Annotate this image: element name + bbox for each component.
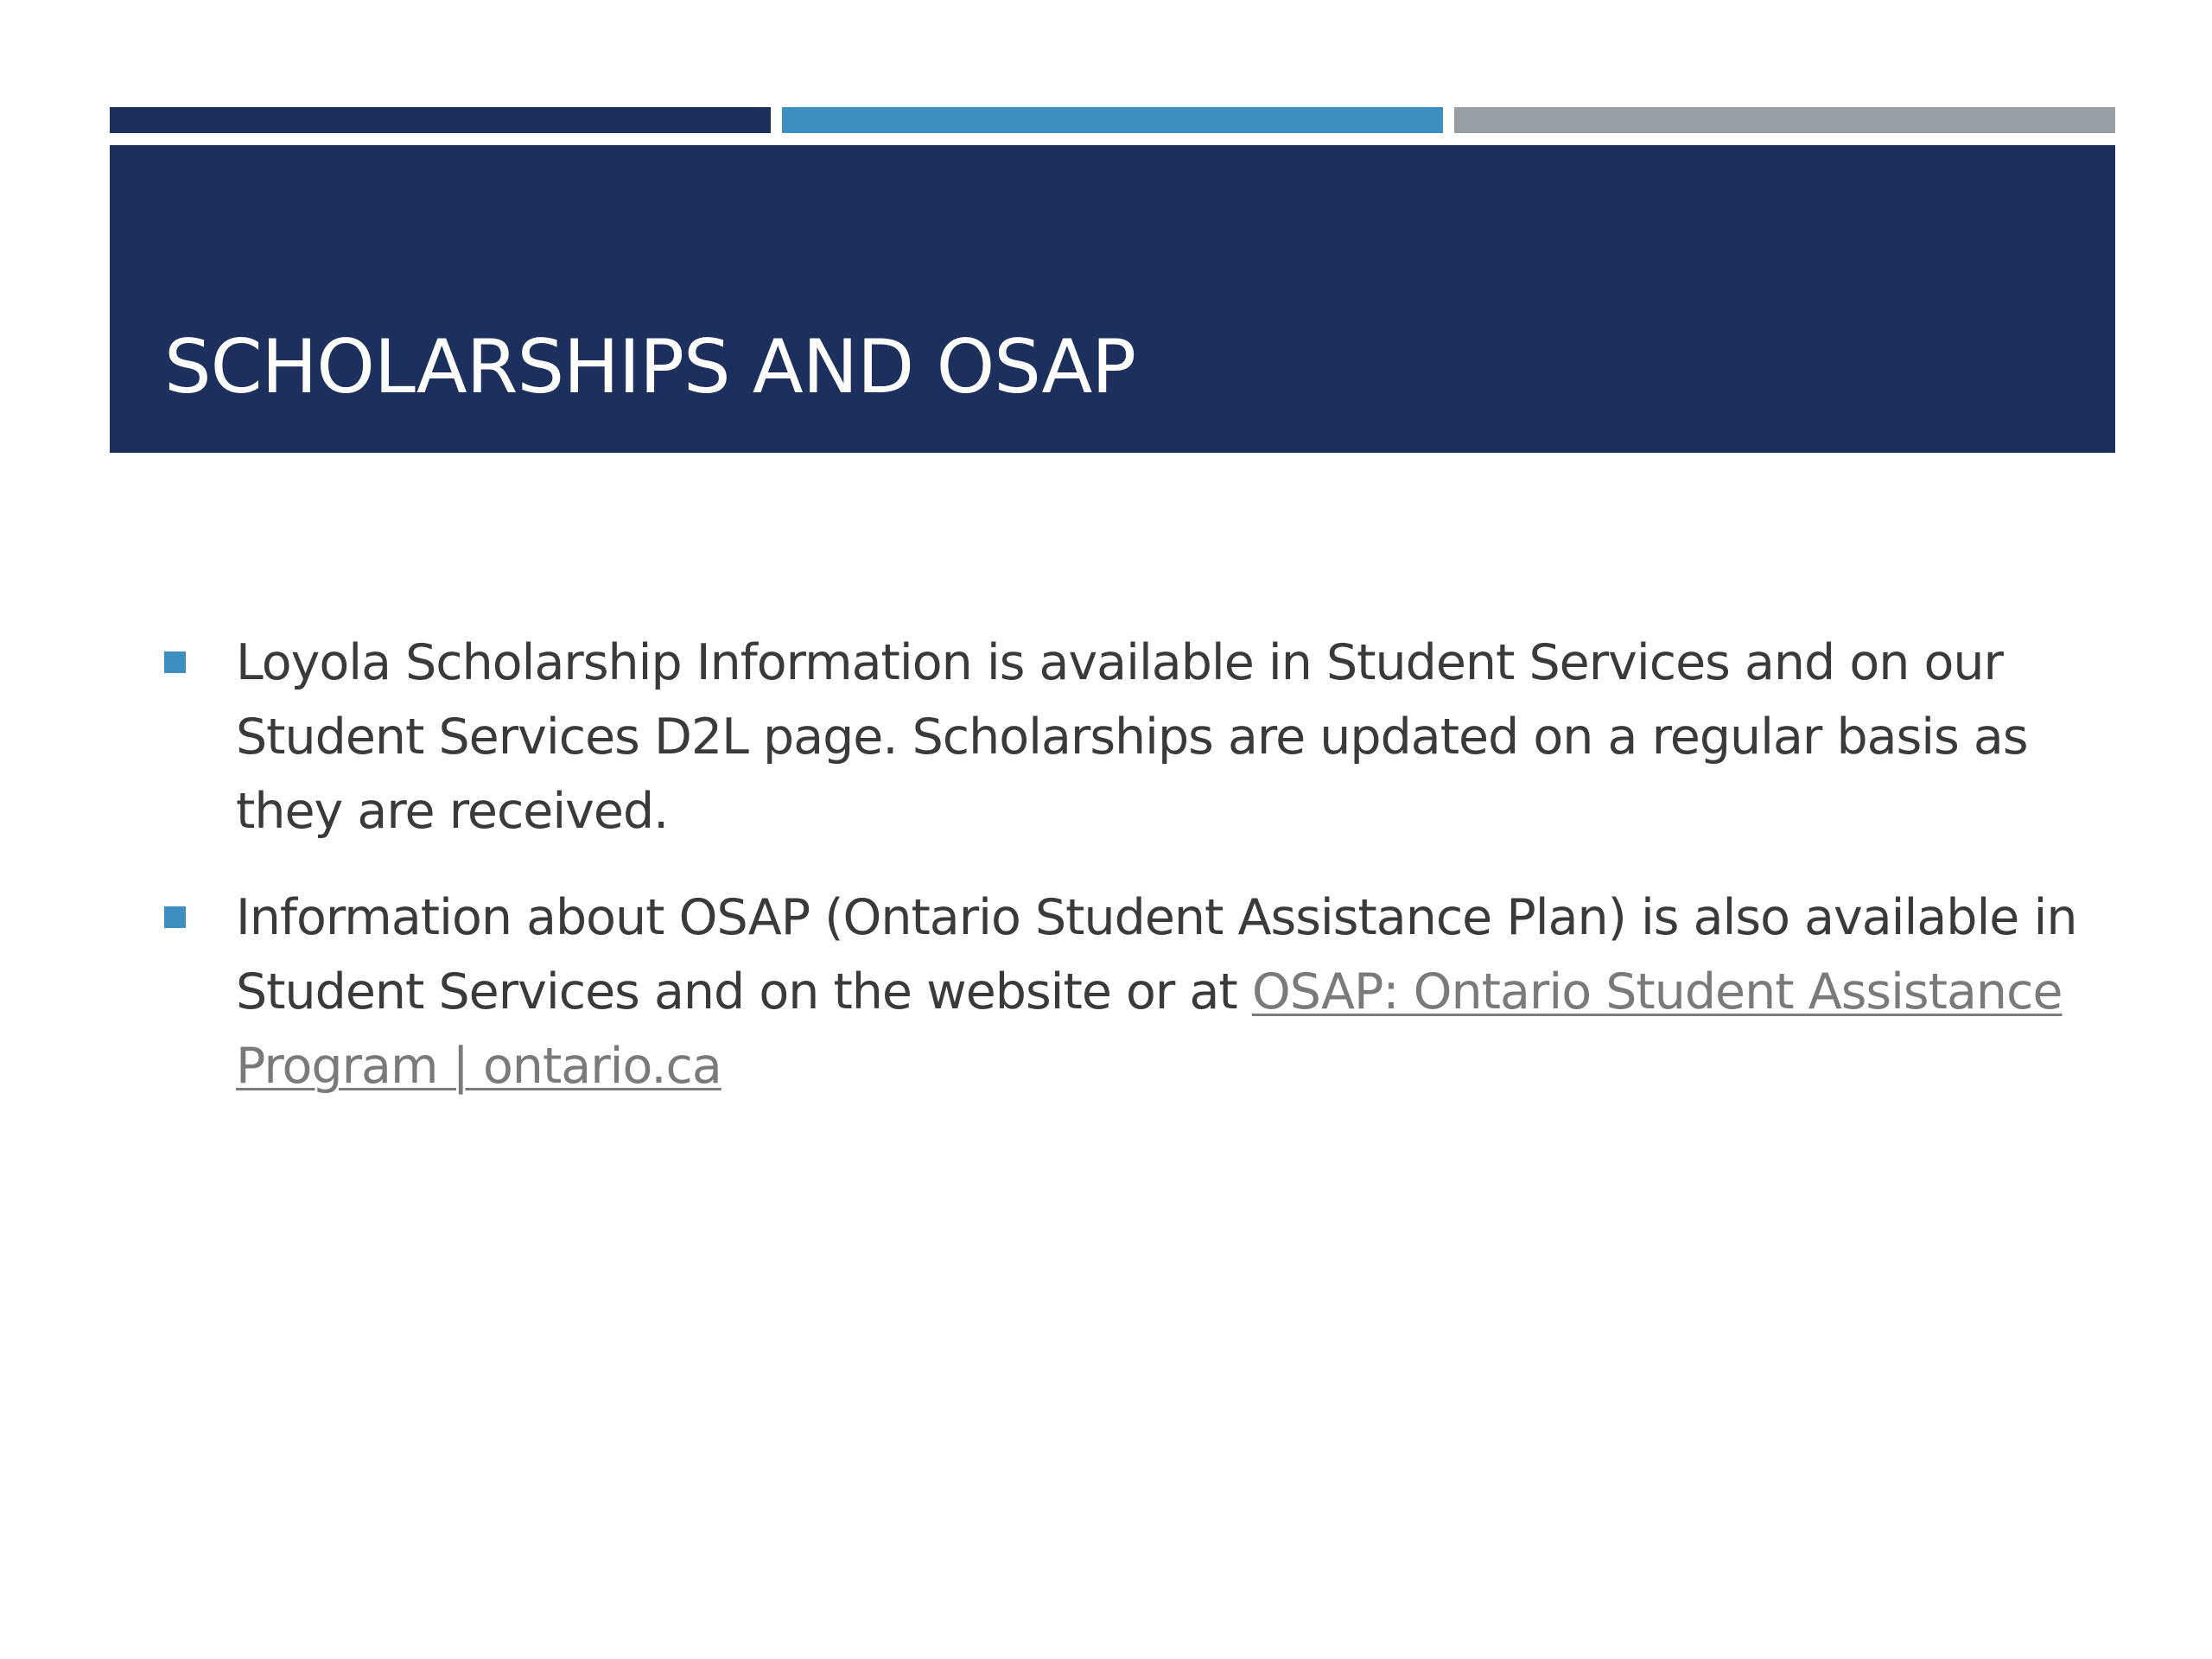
square-bullet-icon — [164, 652, 186, 673]
bullet-text: Loyola Scholarship Information is available in Student Services and on our Student Services D2L page. Scholarships are updated on a regular basis as they are received. — [236, 634, 2028, 840]
bullet-list — [164, 626, 2117, 1135]
bullet-item-osap — [164, 880, 2117, 1103]
bullet-item-scholarships — [164, 626, 2117, 849]
slide-title: SCHOLARSHIPS AND OSAP — [164, 324, 1136, 410]
accent-bar-gray — [1454, 107, 2115, 133]
osap-link[interactable]: OSAP: Ontario Student Assistance Program | ontario.ca — [236, 963, 2063, 1095]
bullet-text: Information about OSAP (Ontario Student Assistance Plan) is also available in Student Services and on the website or at — [236, 889, 2077, 1020]
accent-bar-light-blue — [782, 107, 1443, 133]
title-band — [110, 145, 2115, 453]
square-bullet-icon — [164, 906, 186, 928]
accent-bar-dark-blue — [110, 107, 771, 133]
